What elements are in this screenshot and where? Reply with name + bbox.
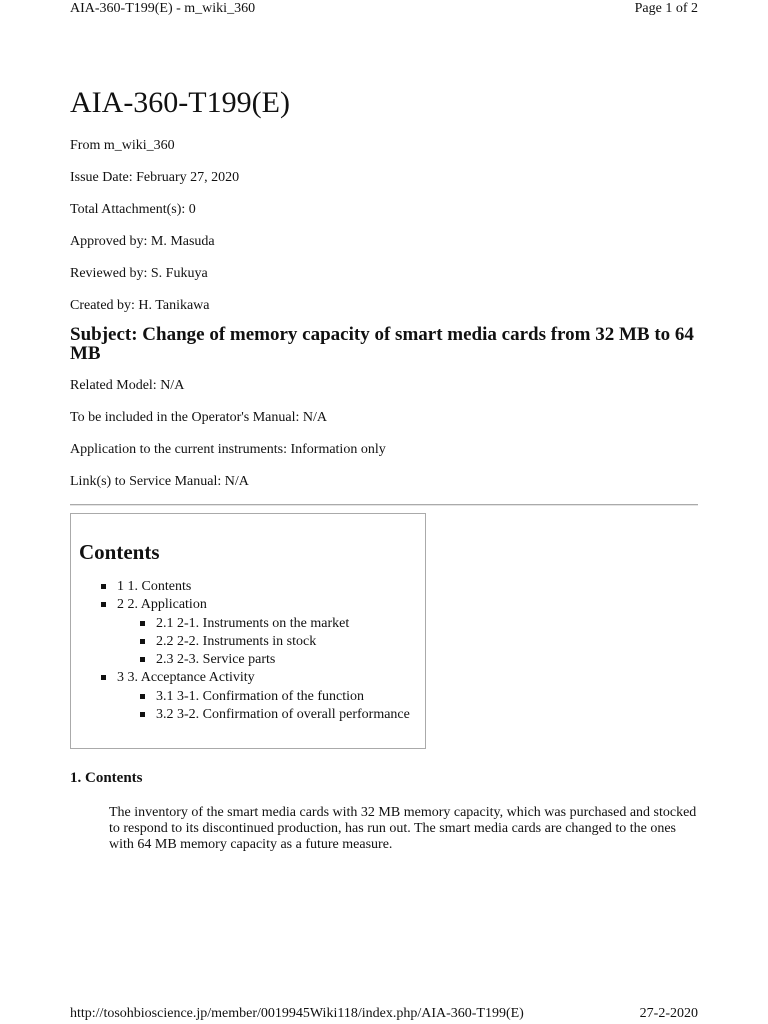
toc-sublist (79, 688, 417, 725)
section-body-contents: The inventory of the smart media cards with 32 MB memory capacity, which was purchased and stocked to respond to its discontinued production, has run out. The smart media cards are changed to the ones with 64 MB memory capacity as a future measure. (109, 805, 697, 852)
related-info (70, 377, 698, 491)
toc-item-acceptance-activity[interactable] (79, 669, 417, 724)
toc-subitem-confirmation-function[interactable] (117, 688, 417, 706)
toc-subitem-confirmation-performance[interactable] (117, 706, 417, 724)
square-bullet-icon (140, 639, 145, 644)
toc-item-label[interactable]: 2 2. Application (117, 597, 207, 613)
section-heading-contents: 1. Contents (70, 770, 143, 786)
toc-subitem-instruments-in-stock[interactable] (117, 633, 417, 651)
table-of-contents (70, 513, 426, 749)
toc-item-label[interactable]: 1 1. Contents (117, 579, 192, 594)
subject-heading: Subject: Change of memory capacity of smart media cards from 32 MB to 64 MB (70, 324, 694, 364)
issue-date: Issue Date: February 27, 2020 (70, 170, 240, 185)
page-title: AIA-360-T199(E) (70, 86, 290, 119)
square-bullet-icon (140, 657, 145, 662)
toc-subitem-label[interactable]: 2.1 2-1. Instruments on the market (156, 615, 350, 631)
print-header-title: AIA-360-T199(E) - m_wiki_360 (70, 1, 256, 16)
page-content (70, 86, 698, 853)
application-note: Application to the current instruments: Information only (70, 442, 386, 457)
reviewed-by: Reviewed by: S. Fukuya (70, 266, 208, 281)
toc-list (79, 578, 417, 724)
related-model: Related Model: N/A (70, 378, 185, 393)
toc-subitem-label[interactable]: 2.3 2-3. Service parts (156, 652, 276, 668)
toc-subitem-label[interactable]: 2.2 2-2. Instruments in stock (156, 633, 317, 649)
approved-by: Approved by: M. Masuda (70, 234, 215, 249)
square-bullet-icon (140, 694, 145, 699)
document-metadata (70, 137, 698, 315)
toc-subitem-instruments-on-market[interactable] (117, 615, 417, 633)
toc-item-application[interactable] (79, 596, 417, 669)
square-bullet-icon (101, 675, 106, 680)
toc-item-contents[interactable] (79, 578, 417, 596)
toc-sublist (79, 615, 417, 670)
toc-subitem-label[interactable]: 3.1 3-1. Confirmation of the function (156, 688, 365, 704)
horizontal-divider (70, 504, 698, 506)
print-header (70, 0, 698, 20)
toc-subitem-label[interactable]: 3.2 3-2. Confirmation of overall performance (156, 707, 410, 723)
toc-title: Contents (79, 540, 160, 564)
operators-manual: To be included in the Operator's Manual: N/A (70, 410, 327, 425)
square-bullet-icon (101, 584, 106, 589)
service-manual-links: Link(s) to Service Manual: N/A (70, 474, 249, 489)
from-line: From m_wiki_360 (70, 138, 175, 153)
created-by: Created by: H. Tanikawa (70, 298, 210, 313)
toc-item-label[interactable]: 3 3. Acceptance Activity (117, 670, 255, 686)
page-number: Page 1 of 2 (634, 1, 698, 16)
total-attachments: Total Attachment(s): 0 (70, 202, 196, 217)
print-date: 27-2-2020 (639, 1006, 698, 1021)
square-bullet-icon (101, 602, 106, 607)
print-footer (70, 1005, 698, 1023)
square-bullet-icon (140, 621, 145, 626)
page-url: http://tosohbioscience.jp/member/0019945Wiki118/index.php/AIA-360-T199(E) (70, 1006, 524, 1021)
square-bullet-icon (140, 712, 145, 717)
toc-subitem-service-parts[interactable] (117, 651, 417, 669)
